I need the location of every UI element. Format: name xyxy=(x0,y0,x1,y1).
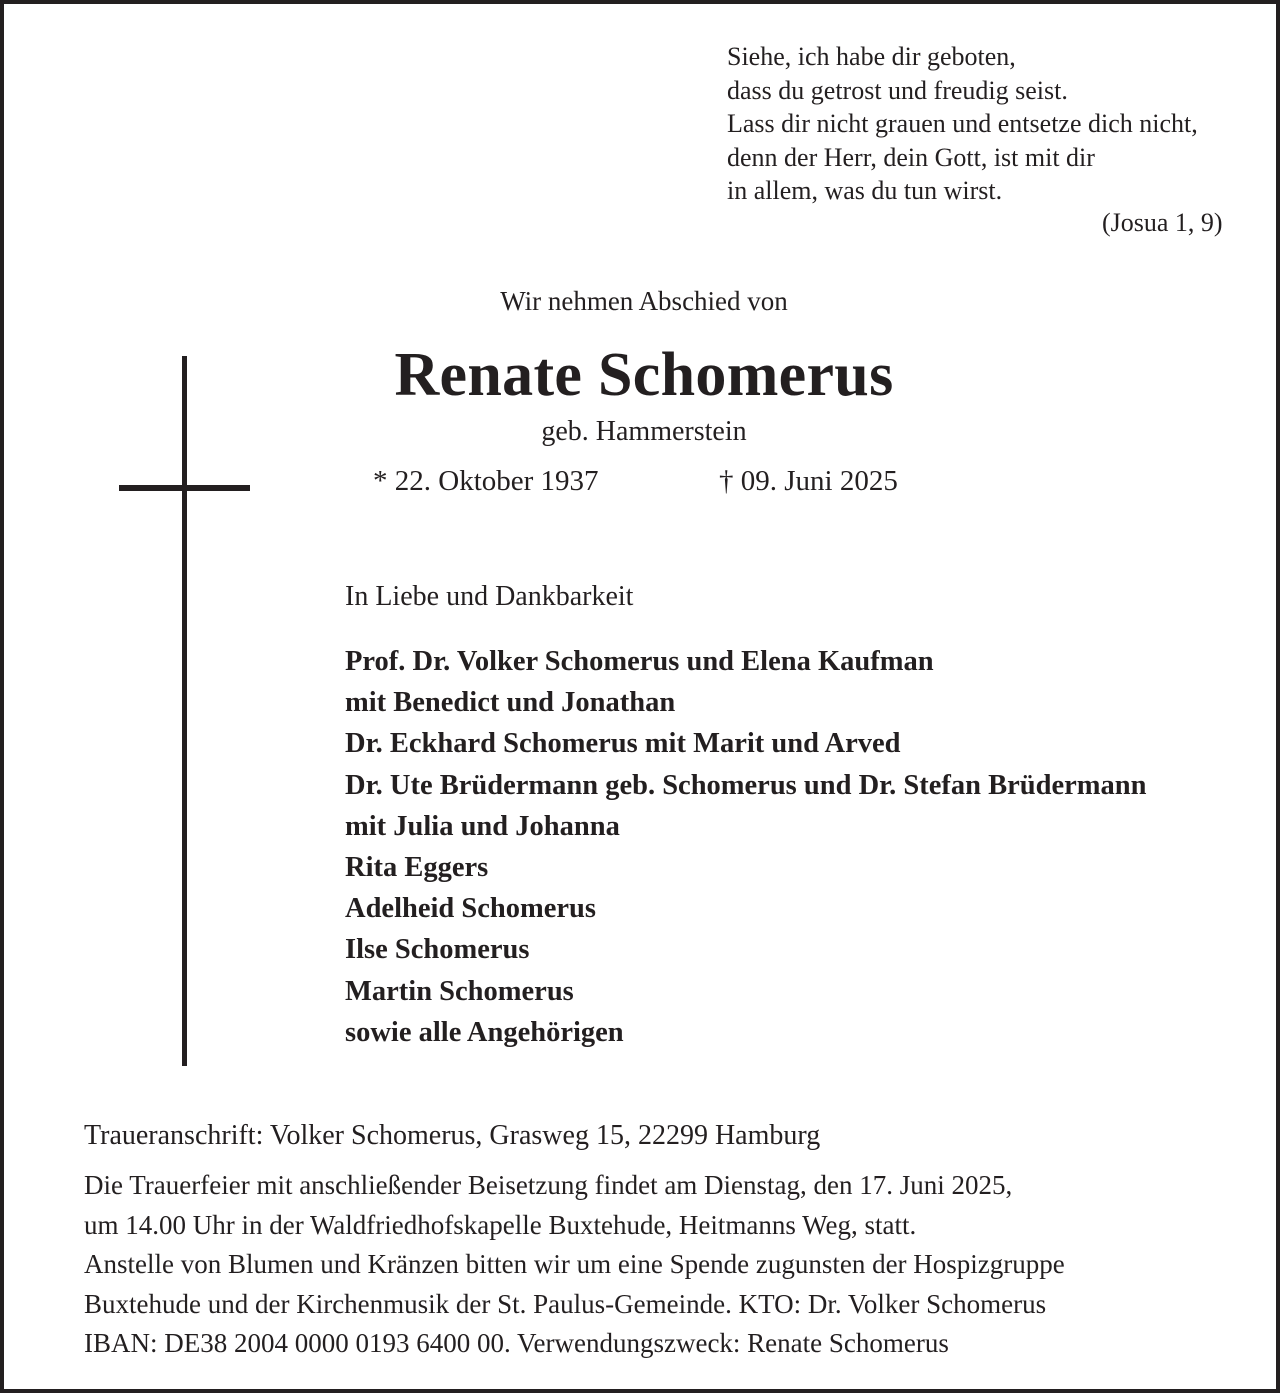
mourners-list xyxy=(345,641,1147,1053)
cross-vertical-beam xyxy=(182,356,187,1066)
info-line: um 14.00 Uhr in der Waldfriedhofskapelle Buxtehude, Heitmanns Weg, statt. xyxy=(84,1209,917,1240)
mourner-line: Ilse Schomerus xyxy=(345,934,530,966)
intro-text: Wir nehmen Abschied von xyxy=(500,286,788,316)
mourner-line: Prof. Dr. Volker Schomerus und Elena Kaufman xyxy=(345,646,934,677)
mourning-address: Traueranschrift: Volker Schomerus, Grasweg 15, 22299 Hamburg xyxy=(84,1120,821,1151)
info-line: IBAN: DE38 2004 0000 0193 6400 00. Verwendungszweck: Renate Schomerus xyxy=(84,1328,949,1358)
deceased-name: Renate Schomerus xyxy=(394,341,894,409)
birth-name: geb. Hammerstein xyxy=(541,416,747,447)
mourner-line: mit Benedict und Jonathan xyxy=(345,687,676,719)
mourner-line: Dr. Ute Brüdermann geb. Schomerus und Dr. Stefan Brüdermann xyxy=(345,769,1147,801)
verse-line: Lass dir nicht grauen und entsetze dich nicht, xyxy=(727,109,1198,138)
verse-line: denn der Herr, dein Gott, ist mit dir xyxy=(727,142,1095,172)
funeral-info xyxy=(84,1166,1065,1364)
mourner-line: Rita Eggers xyxy=(345,852,489,884)
mourner-line: Martin Schomerus xyxy=(345,975,574,1007)
verse-reference: (Josua 1, 9) xyxy=(1102,208,1223,237)
bible-verse xyxy=(727,40,1198,208)
closing-phrase: In Liebe und Dankbarkeit xyxy=(345,581,634,612)
verse-line: in allem, was du tun wirst. xyxy=(727,176,1003,205)
info-line: Buxtehude und der Kirchenmusik der St. Paulus-Gemeinde. KTO: Dr. Volker Schomerus xyxy=(84,1288,1047,1319)
mourner-line: Adelheid Schomerus xyxy=(345,893,596,925)
mourner-line: Dr. Eckhard Schomerus mit Marit und Arved xyxy=(345,728,901,760)
info-line: Anstelle von Blumen und Kränzen bitten wir um eine Spende zugunsten der Hospizgruppe xyxy=(84,1249,1065,1279)
verse-line: dass du getrost und freudig seist. xyxy=(727,75,1068,105)
mourner-line: mit Julia und Johanna xyxy=(345,810,620,842)
birth-date: * 22. Oktober 1937 xyxy=(373,465,599,497)
death-date: † 09. Juni 2025 xyxy=(719,465,898,497)
mourner-line: sowie alle Angehörigen xyxy=(345,1016,624,1048)
cross-horizontal-beam xyxy=(119,485,250,491)
info-line: Die Trauerfeier mit anschließender Beisetzung findet am Dienstag, den 17. Juni 2025, xyxy=(84,1170,1013,1200)
verse-line: Siehe, ich habe dir geboten, xyxy=(727,42,1016,71)
